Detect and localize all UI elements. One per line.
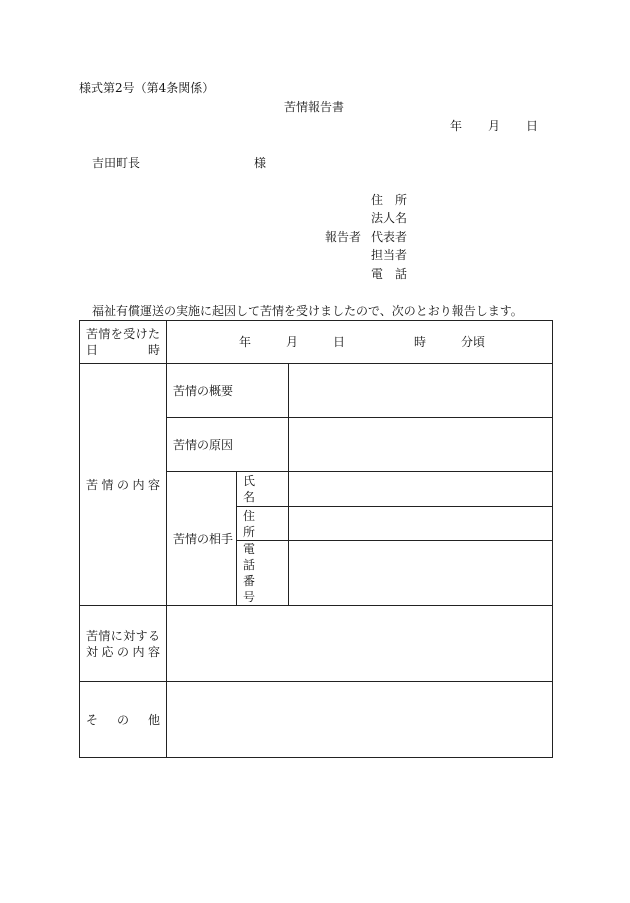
received-year-label: 年	[239, 335, 252, 349]
other-field[interactable]	[167, 682, 553, 758]
received-datetime-field[interactable]	[167, 321, 553, 364]
intro-sentence: 福祉有償運送の実施に起因して苦情を受けましたので、次のとおり報告します。	[92, 304, 523, 318]
counterpart-address-label: 住 所	[237, 507, 289, 541]
addressee-name: 吉田町長	[92, 156, 141, 170]
summary-label: 苦情の概要	[167, 364, 289, 418]
response-row	[80, 606, 553, 682]
reporter-address-label: 住 所	[371, 193, 408, 207]
document-title: 苦情報告書	[284, 100, 345, 114]
response-field[interactable]	[167, 606, 553, 682]
cause-field[interactable]	[289, 418, 553, 472]
reporter-label: 報告者	[325, 230, 362, 244]
received-day-label: 日	[333, 335, 346, 349]
received-datetime-row	[80, 321, 553, 364]
response-label-line-2: 対応の内容	[86, 644, 160, 659]
counterpart-phone-field[interactable]	[289, 541, 553, 606]
date-month-label: 月	[488, 119, 501, 133]
counterpart-address-field[interactable]	[289, 507, 553, 541]
summary-row	[80, 364, 553, 418]
date-day-label: 日	[526, 119, 539, 133]
counterpart-phone-label	[237, 541, 289, 606]
received-hour-label: 時	[414, 335, 427, 349]
summary-field[interactable]	[289, 364, 553, 418]
reporter-representative-label: 代表者	[371, 230, 408, 244]
date-line	[450, 119, 538, 133]
addressee-honorific: 様	[254, 156, 267, 170]
other-row	[80, 682, 553, 758]
phone-label-line-1: 電 話	[243, 542, 280, 572]
phone-label-line-2: 番 号	[243, 574, 280, 604]
received-label-line-2: 日 時	[86, 343, 160, 357]
response-label	[80, 606, 167, 682]
received-minute-label: 分頃	[461, 335, 486, 349]
counterpart-name-field[interactable]	[289, 472, 553, 507]
date-year-label: 年	[450, 119, 463, 133]
received-datetime-label	[80, 321, 167, 364]
received-month-label: 月	[286, 335, 299, 349]
complaint-report-table	[79, 320, 553, 758]
form-number: 様式第2号（第4条関係）	[79, 81, 215, 95]
reporter-corporation-label: 法人名	[371, 211, 408, 225]
cause-label: 苦情の原因	[167, 418, 289, 472]
other-label: その他	[80, 682, 167, 758]
counterpart-name-label: 氏 名	[237, 472, 289, 507]
complaint-content-label: 苦情の内容	[80, 364, 167, 606]
response-label-line-1: 苦情に対する	[86, 628, 160, 643]
reporter-phone-label: 電 話	[371, 267, 408, 281]
counterpart-label: 苦情の相手	[167, 472, 237, 606]
reporter-contact-person-label: 担当者	[371, 248, 408, 262]
received-label-line-1: 苦情を受けた	[86, 327, 160, 341]
